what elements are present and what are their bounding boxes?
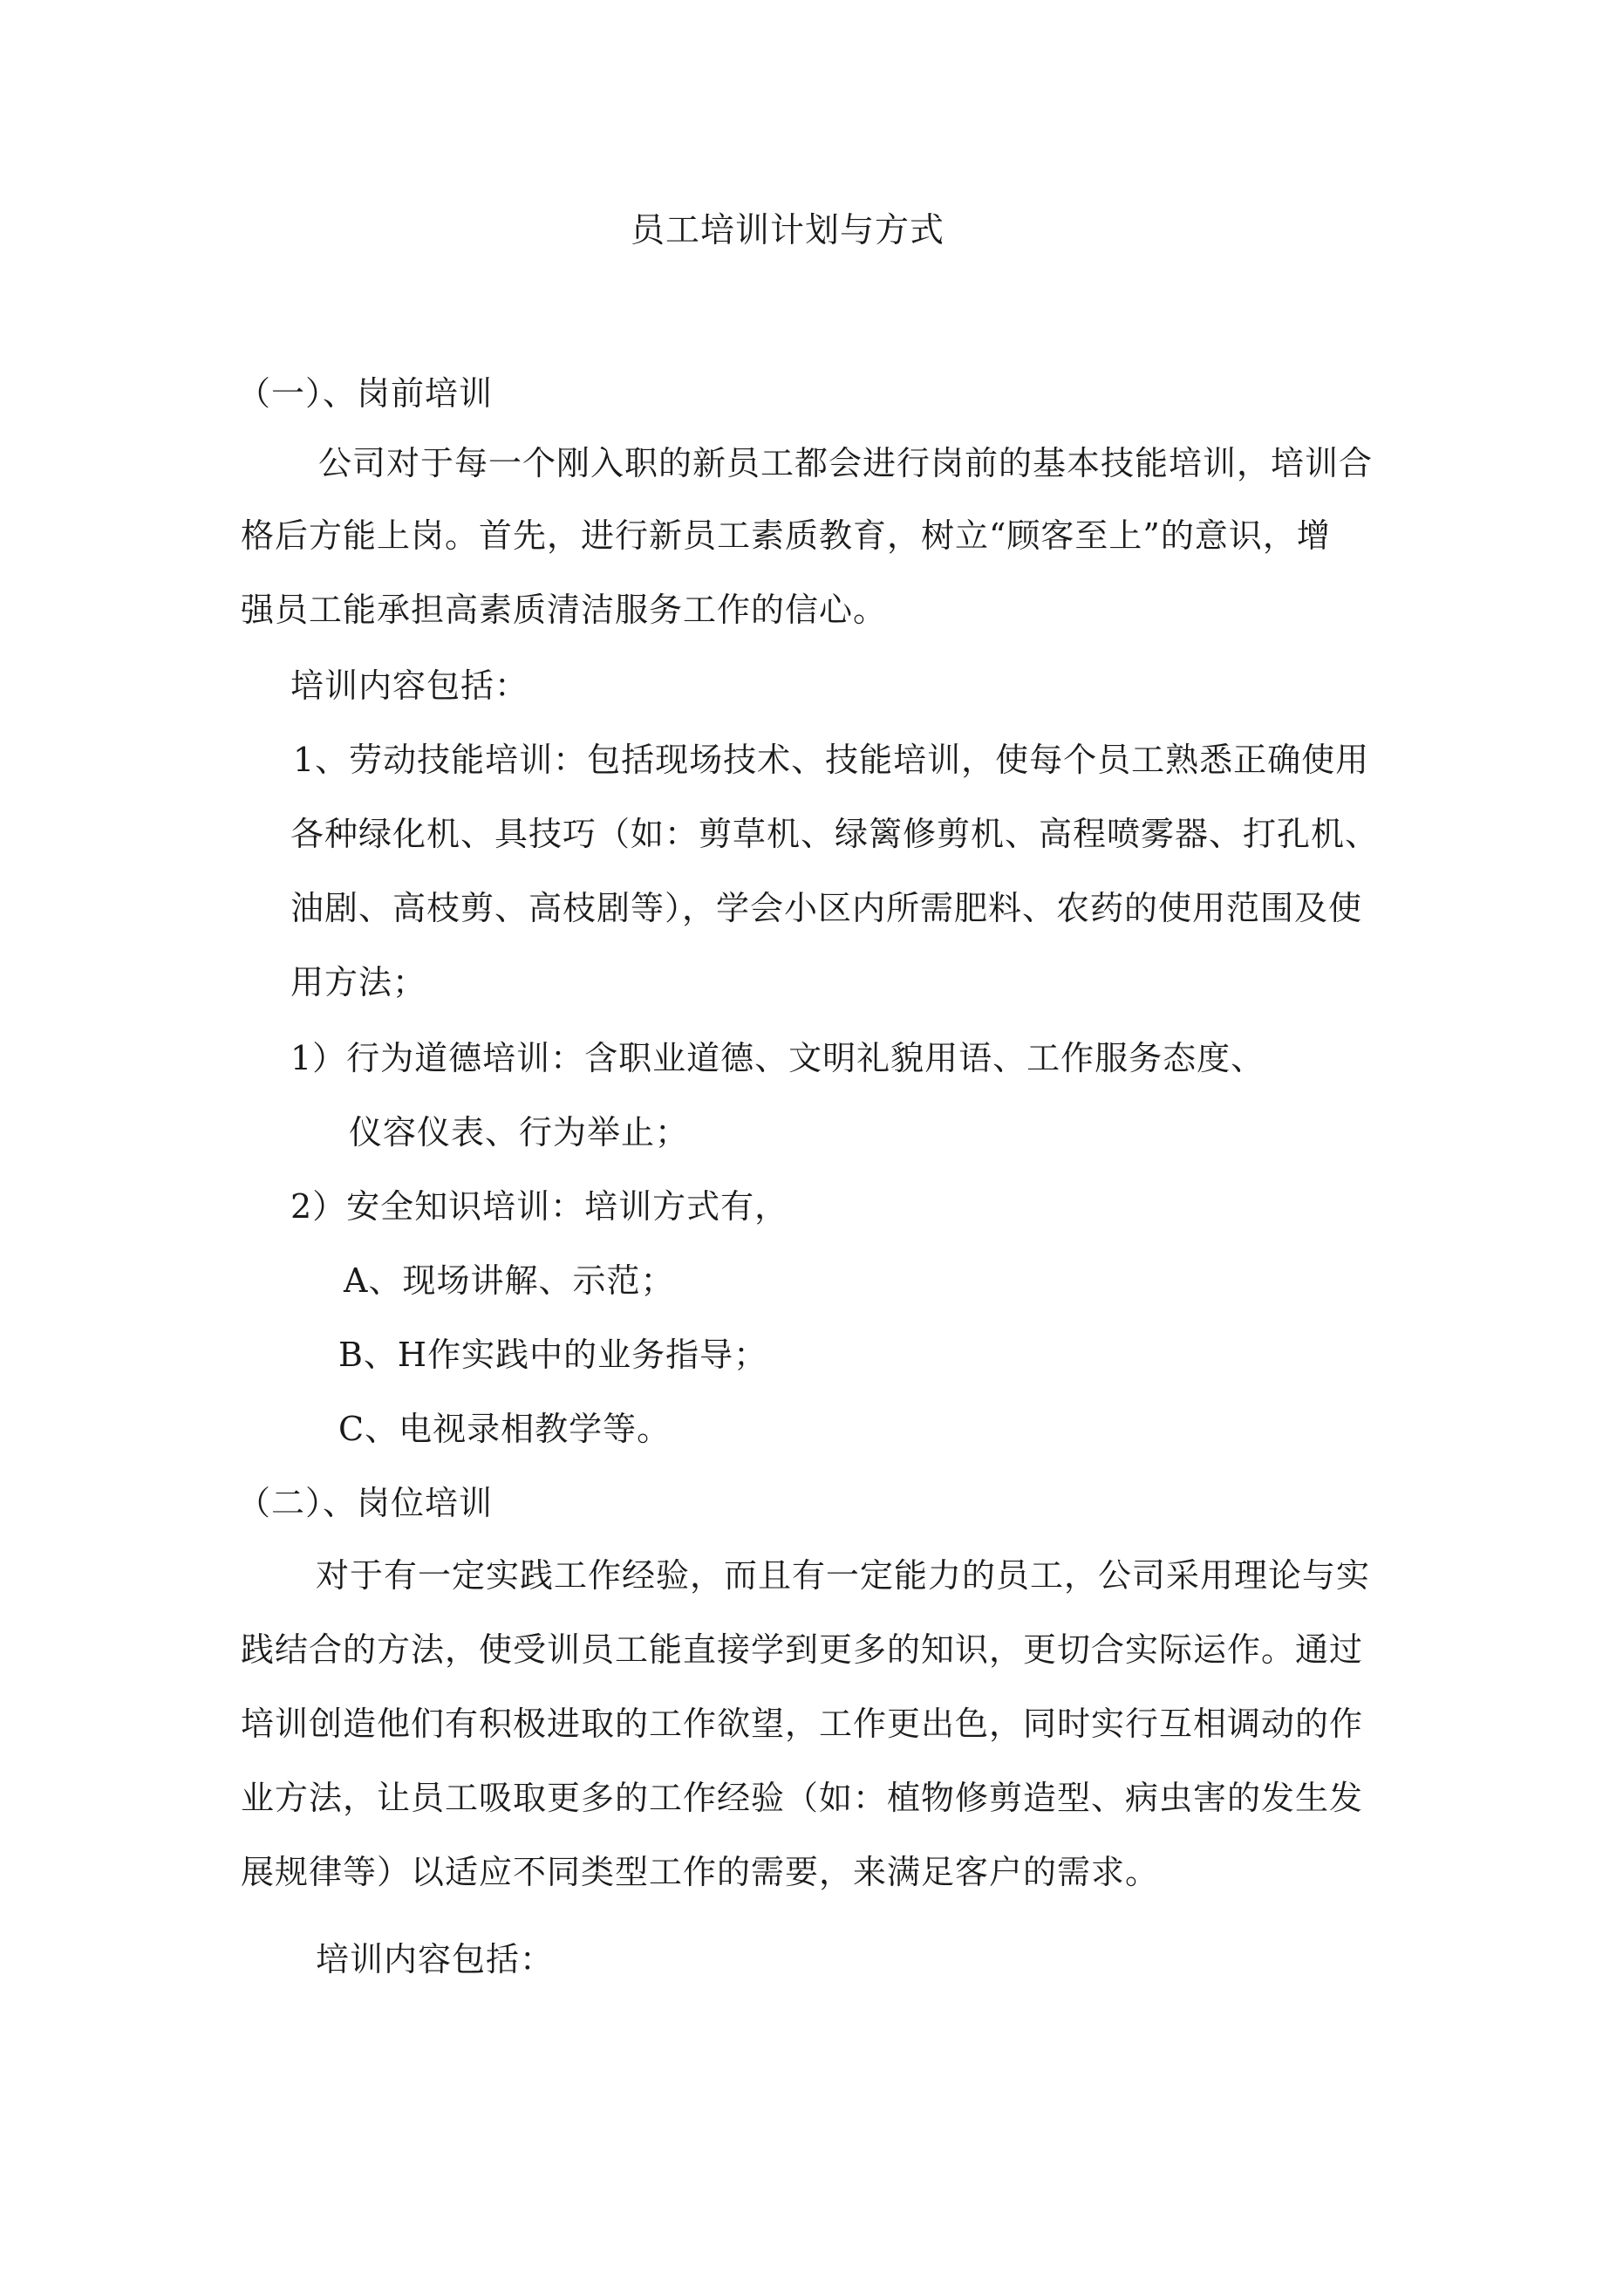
paragraph-line: 对于有一定实践工作经验，而且有一定能力的员工，公司采用理论与实 <box>316 1556 1371 1595</box>
list-item-line: 1、劳动技能培训：包括现场技术、技能培训，使每个员工熟悉正确使用 <box>293 741 1370 779</box>
method-item: A、现场讲解、示范； <box>344 1261 675 1300</box>
sub-item-line: 2）安全知识培训：培训方式有， <box>290 1187 789 1226</box>
page-title: 员工培训计划与方式 <box>631 211 945 250</box>
paragraph-line: 培训创造他们有积极进取的工作欲望，工作更出色，同时实行互相调动的作 <box>241 1705 1364 1743</box>
sub-item-line: 仪容仪表、行为举止； <box>349 1113 690 1151</box>
section-heading: （一）、岗前培训 <box>237 374 494 413</box>
paragraph-line: 公司对于每一个刚入职的新员工都会进行岗前的基本技能培训，培训合 <box>318 444 1374 482</box>
content-label: 培训内容包括： <box>290 666 529 705</box>
list-item-line: 用方法； <box>290 963 427 1001</box>
method-item: C、电视录相教学等。 <box>338 1410 672 1448</box>
paragraph-line: 格后方能上岗。首先，进行新员工素质教育，树立“顾客至上”的意识，增 <box>241 516 1331 555</box>
list-item-line: 油剧、高枝剪、高枝剧等），学会小区内所需肥料、农药的使用范围及使 <box>290 889 1363 927</box>
paragraph-line: 践结合的方法，使受训员工能直接学到更多的知识，更切合实际运作。通过 <box>241 1630 1364 1669</box>
paragraph-line: 业方法，让员工吸取更多的工作经验（如：植物修剪造型、病虫害的发生发 <box>241 1779 1364 1817</box>
method-item: B、H作实践中的业务指导； <box>338 1336 768 1374</box>
list-item-line: 各种绿化机、具技巧（如：剪草机、绿篱修剪机、高程喷雾器、打孔机、 <box>290 815 1380 853</box>
paragraph-line: 强员工能承担高素质清洁服务工作的信心。 <box>241 591 888 629</box>
content-label: 培训内容包括： <box>316 1940 555 1978</box>
paragraph-line: 展规律等）以适应不同类型工作的需要，来满足客户的需求。 <box>241 1853 1160 1891</box>
sub-item-line: 1）行为道德培训：含职业道德、文明礼貌用语、工作服务态度、 <box>290 1039 1265 1077</box>
section-heading: （二）、岗位培训 <box>237 1484 494 1522</box>
